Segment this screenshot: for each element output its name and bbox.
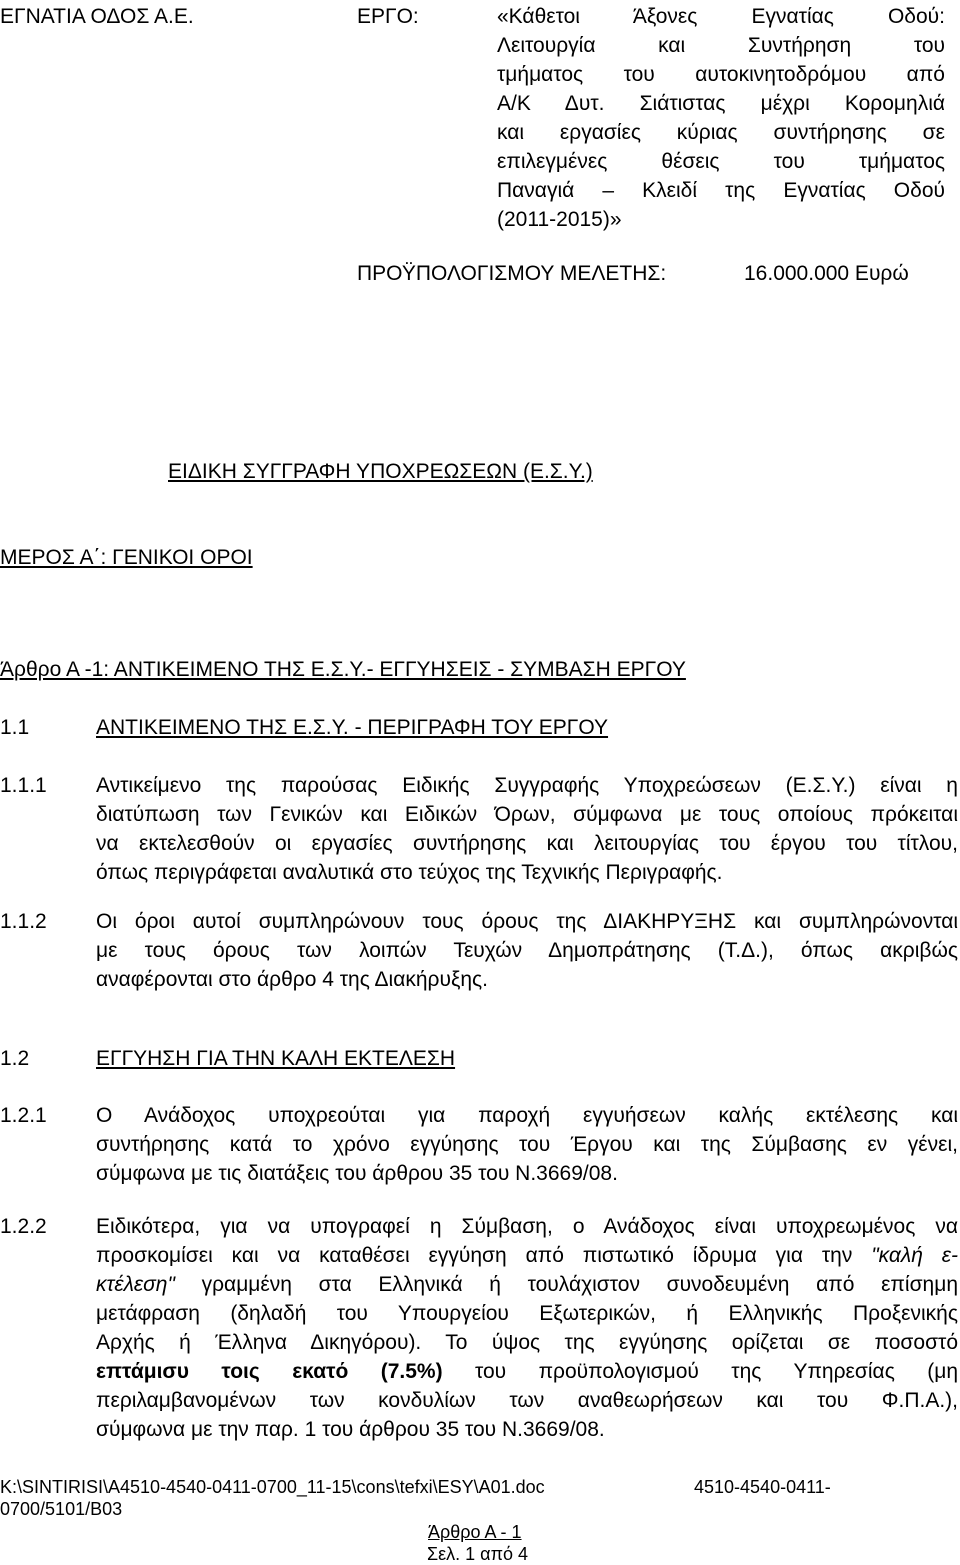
footer-article-ref: Άρθρο Α - 1 <box>428 1522 522 1542</box>
paragraph-line: περιλαμβανομένων των κονδυλίων των αναθεωρήσεων και του Φ.Π.Α.), <box>96 1389 958 1412</box>
section-number: 1.1 <box>0 716 30 739</box>
paragraph-line: Ο Ανάδοχος υποχρεούται για παροχή εγγυήσεων καλής εκτέλεσης και <box>96 1104 958 1127</box>
project-title-line: Λειτουργία και Συντήρηση του <box>497 34 945 57</box>
footer-code: 4510-4540-0411- <box>694 1477 831 1497</box>
project-title-line: και εργασίες κύριας συντήρησης σε <box>497 121 945 144</box>
paragraph-line <box>96 1241 958 1270</box>
project-title-line: επιλεγμένες θέσεις του τμήματος <box>497 150 945 173</box>
italic-text: κτέλεση" <box>96 1273 175 1296</box>
footer-page-number: Σελ. 1 από 4 <box>427 1544 529 1564</box>
paragraph-line: συντήρησης κατά το χρόνο εγγύησης του Έργου και της Σύμβασης εν γένει, <box>96 1133 958 1156</box>
footer-code: 0700/5101/B03 <box>0 1499 123 1519</box>
paragraph-line: Ειδικότερα, για να υπογραφεί η Σύμβαση, ο Ανάδοχος είναι υποχρεωμένος να <box>96 1215 958 1238</box>
paragraph-1-2-2 <box>96 1212 958 1444</box>
company-name: ΕΓΝΑΤΙΑ ΟΔΟΣ Α.Ε. <box>0 5 194 28</box>
project-title-line: (2011-2015)» <box>497 208 622 231</box>
footer-file-path: K:\SINTIRISI\A4510-4540-0411-0700_11-15\cons\tefxi\ESY\A01.doc <box>0 1477 545 1497</box>
paragraph-line: Αντικείμενο της παρούσας Ειδικής Συγγραφής Υποχρεώσεων (Ε.Σ.Υ.) είναι η <box>96 774 958 797</box>
part-title: ΜΕΡΟΣ Α΄: ΓΕΝΙΚΟΙ ΟΡΟΙ <box>0 546 253 569</box>
paragraph-line: Αρχής ή Έλληνα Δικηγόρου). Το ύψος της εγγύησης ορίζεται σε ποσοστό <box>96 1331 958 1354</box>
italic-text: "καλή ε- <box>871 1244 958 1267</box>
paragraph-line: όπως περιγράφεται αναλυτικά στο τεύχος της Τεχνικής Περιγραφής. <box>96 861 723 884</box>
paragraph-text: προσκομίσει και να καταθέσει εγγύηση από πιστωτικό ίδρυμα για την <box>96 1244 872 1267</box>
project-title-line: Α/Κ Δυτ. Σιάτιστας μέχρι Κορομηλιά <box>497 92 945 115</box>
section-number: 1.2 <box>0 1047 30 1070</box>
budget-value: 16.000.000 Ευρώ <box>744 262 909 285</box>
paragraph-line: σύμφωνα με τις διατάξεις του άρθρου 35 του Ν.3669/08. <box>96 1162 618 1185</box>
paragraph-line: διατύπωση των Γενικών και Ειδικών Όρων, σύμφωνα με τους οποίους πρόκειται <box>96 803 958 826</box>
document-title: ΕΙΔΙΚΗ ΣΥΓΓΡΑΦΗ ΥΠΟΧΡΕΩΣΕΩΝ (Ε.Σ.Υ.) <box>168 460 593 483</box>
paragraph-text: του προϋπολογισμού της Υπηρεσίας (μη <box>442 1360 958 1383</box>
paragraph-number: 1.2.1 <box>0 1104 47 1127</box>
paragraph-line: αναφέρονται στο άρθρο 4 της Διακήρυξης. <box>96 968 488 991</box>
paragraph-line: σύμφωνα με την παρ. 1 του άρθρου 35 του Ν.3669/08. <box>96 1418 605 1441</box>
section-title: ΕΓΓΥΗΣΗ ΓΙΑ ΤΗΝ ΚΑΛΗ ΕΚΤΕΛΕΣΗ <box>96 1047 456 1070</box>
paragraph-number: 1.2.2 <box>0 1215 47 1238</box>
paragraph-number: 1.1.2 <box>0 910 47 933</box>
bold-text: επτάμισυ τοις εκατό (7.5%) <box>96 1360 443 1383</box>
paragraph-line: μετάφραση (δηλαδή του Υπουργείου Εξωτερικών, ή Ελληνικής Προξενικής <box>96 1302 958 1325</box>
paragraph-line: να εκτελεσθούν οι εργασίες συντήρησης και λειτουργίας του έργου του τίτλου, <box>96 832 958 855</box>
article-title: Άρθρο Α -1: ΑΝΤΙΚΕΙΜΕΝΟ ΤΗΣ Ε.Σ.Υ.- ΕΓΓΥΗΣΕΙΣ - ΣΥΜΒΑΣΗ ΕΡΓΟΥ <box>0 658 686 681</box>
project-label: ΕΡΓΟ: <box>357 5 419 28</box>
paragraph-line <box>96 1270 958 1299</box>
paragraph-line <box>96 1357 958 1386</box>
budget-label: ΠΡΟΫΠΟΛΟΓΙΣΜΟΥ ΜΕΛΕΤΗΣ: <box>357 262 667 285</box>
paragraph-text: γραμμένη στα Ελληνικά ή τουλάχιστον συνοδευμένη από επίσημη <box>174 1273 958 1296</box>
paragraph-number: 1.1.1 <box>0 774 47 797</box>
paragraph-1-1-1 <box>96 771 958 887</box>
paragraph-line: με τους όρους των λοιπών Τευχών Δημοπράτησης (Τ.Δ.), όπως ακριβώς <box>96 939 958 962</box>
paragraph-1-2-1 <box>96 1101 958 1188</box>
project-title <box>497 2 945 234</box>
project-title-line: τμήματος του αυτοκινητοδρόμου από <box>497 63 945 86</box>
project-title-line: «Κάθετοι Άξονες Εγνατίας Οδού: <box>497 5 945 28</box>
section-title: ΑΝΤΙΚΕΙΜΕΝΟ ΤΗΣ Ε.Σ.Υ. - ΠΕΡΙΓΡΑΦΗ ΤΟΥ ΕΡΓΟΥ <box>96 716 609 739</box>
project-title-line: Παναγιά – Κλειδί της Εγνατίας Οδού <box>497 179 945 202</box>
paragraph-line: Οι όροι αυτοί συμπληρώνουν τους όρους της ΔΙΑΚΗΡΥΞΗΣ και συμπληρώνονται <box>96 910 958 933</box>
paragraph-1-1-2 <box>96 907 958 994</box>
